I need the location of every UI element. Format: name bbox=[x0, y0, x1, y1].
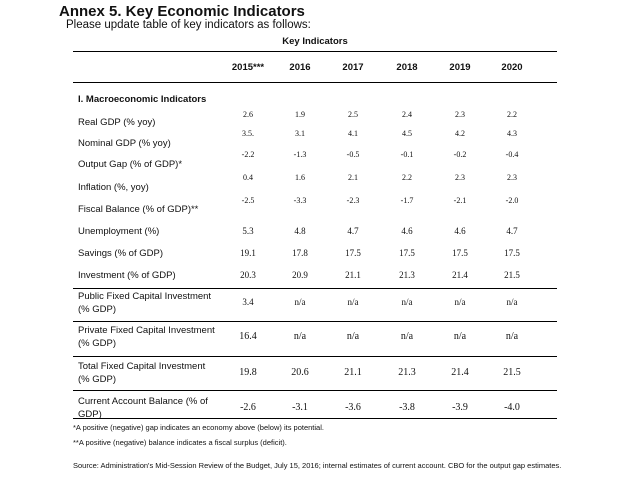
cell-2017: n/a bbox=[346, 331, 360, 342]
cell-2017: -3.6 bbox=[345, 402, 361, 413]
cell-2020: 2.3 bbox=[507, 173, 517, 182]
cell-2019: -0.2 bbox=[453, 150, 467, 159]
row-label-line: (% GDP) bbox=[78, 304, 116, 315]
cell-2016: 17.8 bbox=[292, 248, 308, 258]
cell-2019: -2.1 bbox=[453, 196, 467, 205]
note-source: Source: Administration's Mid-Session Review of the Budget, July 15, 2016; internal estimates of current account. CBO for the output gap estimates. bbox=[73, 461, 562, 470]
cell-2018: -3.8 bbox=[399, 402, 415, 413]
cell-2016: -1.3 bbox=[293, 150, 307, 159]
cell-2015: -2.2 bbox=[241, 150, 255, 159]
row-label-line: (% GDP) bbox=[78, 374, 116, 385]
cell-2015: 5.3 bbox=[242, 226, 254, 236]
row-label-line: (% GDP) bbox=[78, 338, 116, 349]
row-label-line: Inflation (%, yoy) bbox=[78, 182, 149, 193]
cell-2019: 2.3 bbox=[455, 173, 465, 182]
row-label-line: Total Fixed Capital Investment bbox=[78, 361, 206, 372]
cell-2018: n/a bbox=[400, 331, 414, 342]
cell-2020: n/a bbox=[506, 297, 518, 307]
cell-2020: -4.0 bbox=[504, 402, 520, 413]
cell-2015: 19.1 bbox=[240, 248, 256, 258]
row-label-line: Real GDP (% yoy) bbox=[78, 117, 156, 128]
cell-2018: 2.4 bbox=[402, 110, 412, 119]
cell-2016: 1.6 bbox=[295, 173, 305, 182]
column-header-2015: 2015*** bbox=[231, 62, 265, 73]
cell-2017: 21.1 bbox=[345, 270, 361, 280]
row-separator bbox=[73, 321, 557, 322]
column-header-2017: 2017 bbox=[342, 62, 364, 73]
cell-2020: 4.7 bbox=[506, 226, 518, 236]
cell-2015: 20.3 bbox=[240, 270, 256, 280]
cell-2015: -2.6 bbox=[240, 402, 256, 413]
column-header-2020: 2020 bbox=[501, 62, 523, 73]
row-label-line: Unemployment (%) bbox=[78, 226, 160, 237]
cell-2017: 4.7 bbox=[347, 226, 359, 236]
row-label bbox=[78, 269, 176, 282]
cell-2017: -0.5 bbox=[346, 150, 360, 159]
cell-2018: 4.6 bbox=[401, 226, 413, 236]
cell-2019: n/a bbox=[453, 331, 467, 342]
cell-2017: 21.1 bbox=[344, 367, 362, 378]
cell-2016: -3.3 bbox=[293, 196, 307, 205]
cell-2017: 2.5 bbox=[348, 110, 358, 119]
row-label bbox=[78, 324, 215, 350]
cell-2018: -1.7 bbox=[400, 196, 414, 205]
annex-heading: Annex 5. Key Economic Indicators bbox=[59, 3, 305, 20]
cell-2019: 2.3 bbox=[455, 110, 465, 119]
row-label-line: GDP) bbox=[78, 409, 102, 420]
cell-2015: 19.8 bbox=[239, 367, 257, 378]
row-label-line: Investment (% of GDP) bbox=[78, 270, 176, 281]
table-top-rule bbox=[73, 51, 557, 52]
row-label-line: Current Account Balance (% of bbox=[78, 396, 208, 407]
note-output-gap: *A positive (negative) gap indicates an economy above (below) its potential. bbox=[73, 423, 324, 432]
row-label bbox=[78, 203, 198, 216]
cell-2018: 21.3 bbox=[399, 270, 415, 280]
row-label bbox=[78, 137, 171, 150]
cell-2020: 17.5 bbox=[504, 248, 520, 258]
cell-2015: 2.6 bbox=[243, 110, 253, 119]
cell-2015: 3.5. bbox=[242, 129, 254, 138]
cell-2019: 4.6 bbox=[454, 226, 466, 236]
cell-2017: n/a bbox=[347, 297, 359, 307]
cell-2019: 21.4 bbox=[452, 270, 468, 280]
cell-2020: 4.3 bbox=[507, 129, 517, 138]
row-label-line: Output Gap (% of GDP)* bbox=[78, 159, 183, 170]
cell-2019: 21.4 bbox=[451, 367, 469, 378]
row-label bbox=[78, 247, 163, 260]
row-label bbox=[78, 116, 155, 129]
cell-2015: 0.4 bbox=[243, 173, 253, 182]
cell-2016: 20.6 bbox=[291, 367, 309, 378]
cell-2018: 2.2 bbox=[402, 173, 412, 182]
row-separator bbox=[73, 356, 557, 357]
table-title: Key Indicators bbox=[282, 36, 348, 47]
cell-2019: n/a bbox=[454, 297, 466, 307]
cell-2016: 3.1 bbox=[295, 129, 305, 138]
cell-2020: 21.5 bbox=[503, 367, 521, 378]
cell-2017: 2.1 bbox=[348, 173, 358, 182]
row-label-line: Public Fixed Capital Investment bbox=[78, 291, 212, 302]
header-bottom-rule bbox=[73, 82, 557, 83]
cell-2020: -2.0 bbox=[505, 196, 519, 205]
cell-2018: -0.1 bbox=[400, 150, 414, 159]
row-label bbox=[78, 290, 211, 316]
cell-2020: n/a bbox=[505, 331, 519, 342]
row-label bbox=[78, 360, 205, 386]
cell-2016: n/a bbox=[293, 331, 307, 342]
cell-2018: 21.3 bbox=[398, 367, 416, 378]
annex-subheading: Please update table of key indicators as follows: bbox=[66, 19, 311, 31]
cell-2020: 2.2 bbox=[507, 110, 517, 119]
column-header-2016: 2016 bbox=[289, 62, 311, 73]
cell-2017: -2.3 bbox=[346, 196, 360, 205]
cell-2019: -3.9 bbox=[452, 402, 468, 413]
cell-2020: 21.5 bbox=[504, 270, 520, 280]
column-header-2019: 2019 bbox=[449, 62, 471, 73]
section-label: I. Macroeconomic Indicators bbox=[78, 94, 207, 105]
cell-2016: 4.8 bbox=[294, 226, 306, 236]
note-fiscal-balance: **A positive (negative) balance indicates a fiscal surplus (deficit). bbox=[73, 438, 287, 447]
cell-2019: 17.5 bbox=[452, 248, 468, 258]
cell-2019: 4.2 bbox=[455, 129, 465, 138]
row-separator bbox=[73, 288, 557, 289]
row-label-line: Nominal GDP (% yoy) bbox=[78, 138, 171, 149]
row-label-line: Savings (% of GDP) bbox=[78, 248, 163, 259]
cell-2017: 17.5 bbox=[345, 248, 361, 258]
cell-2018: 4.5 bbox=[402, 129, 412, 138]
row-separator bbox=[73, 390, 557, 391]
row-label bbox=[78, 181, 149, 194]
cell-2016: 1.9 bbox=[295, 110, 305, 119]
cell-2016: -3.1 bbox=[292, 402, 308, 413]
notes-rule bbox=[73, 418, 557, 419]
cell-2015: 3.4 bbox=[242, 297, 254, 307]
cell-2018: 17.5 bbox=[399, 248, 415, 258]
cell-2017: 4.1 bbox=[348, 129, 358, 138]
cell-2016: n/a bbox=[294, 297, 306, 307]
cell-2020: -0.4 bbox=[505, 150, 519, 159]
cell-2016: 20.9 bbox=[292, 270, 308, 280]
row-label-line: Fiscal Balance (% of GDP)** bbox=[78, 204, 199, 215]
row-label bbox=[78, 158, 182, 171]
column-header-2018: 2018 bbox=[396, 62, 418, 73]
cell-2018: n/a bbox=[401, 297, 413, 307]
cell-2015: 16.4 bbox=[239, 331, 257, 342]
row-label bbox=[78, 225, 159, 238]
cell-2015: -2.5 bbox=[241, 196, 255, 205]
row-label-line: Private Fixed Capital Investment bbox=[78, 325, 215, 336]
